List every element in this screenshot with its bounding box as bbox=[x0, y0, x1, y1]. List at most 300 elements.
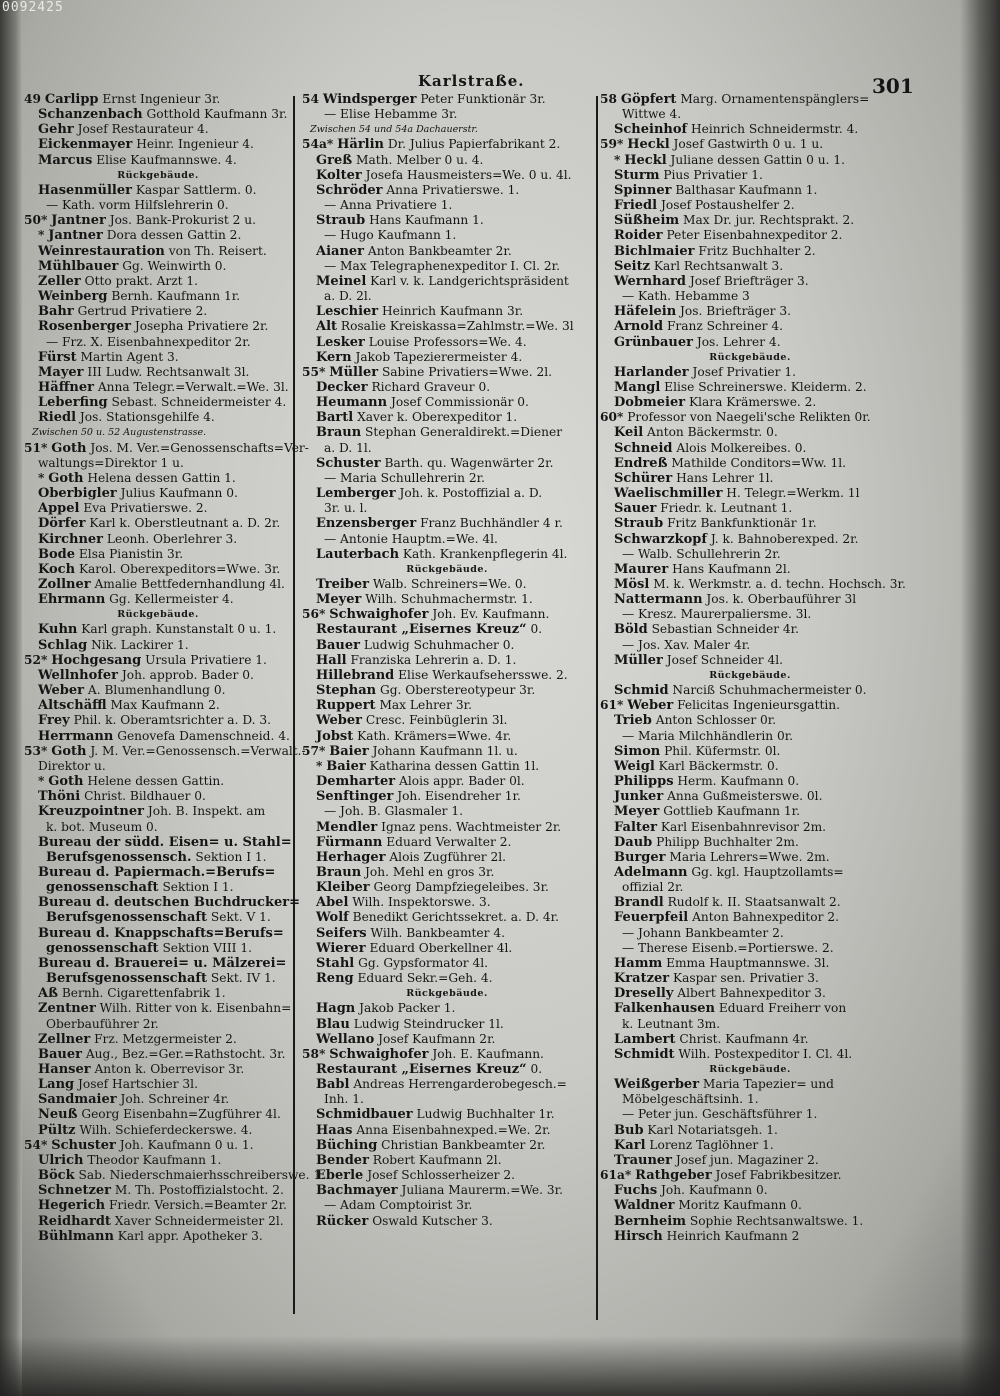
house-number: 57* bbox=[302, 743, 326, 758]
resident-details: Franziska Lehrerin a. D. 1. bbox=[350, 652, 517, 667]
directory-entry bbox=[24, 865, 292, 880]
resident-details: III Ludw. Rechtsanwalt 3l. bbox=[87, 364, 250, 379]
resident-name: Heckl bbox=[627, 137, 670, 153]
resident-details: — Kresz. Maurerpaliersme. 3l. bbox=[622, 607, 812, 622]
resident-details: Anton k. Oberrevisor 3r. bbox=[94, 1062, 245, 1076]
resident-details: Eduard Freiherr von bbox=[718, 1001, 847, 1016]
directory-entry bbox=[600, 501, 900, 516]
house-number: 61* bbox=[600, 698, 624, 713]
directory-entry bbox=[24, 850, 292, 865]
resident-name: Weber bbox=[38, 683, 85, 699]
resident-name: Dobmeier bbox=[614, 395, 686, 411]
resident-details: Fritz Buchhalter 2. bbox=[698, 243, 816, 258]
directory-entry bbox=[302, 592, 592, 607]
resident-name: Schmid bbox=[614, 683, 669, 699]
directory-entry bbox=[600, 168, 900, 183]
resident-details: Bernh. Kaufmann 1r. bbox=[111, 289, 241, 304]
directory-entry bbox=[600, 425, 900, 440]
resident-details: Helene dessen Gattin. bbox=[87, 774, 225, 789]
resident-details: Oswald Kutscher 3. bbox=[372, 1213, 493, 1228]
directory-entry bbox=[302, 274, 592, 289]
house-number: 51* bbox=[24, 440, 48, 455]
resident-details: Lorenz Taglöhner 1. bbox=[649, 1137, 774, 1152]
directory-entry bbox=[302, 425, 592, 440]
resident-details: Christ. Bildhauer 0. bbox=[84, 789, 206, 804]
resident-details: 3r. u. l. bbox=[324, 501, 368, 516]
resident-name: Grünbauer bbox=[614, 334, 693, 350]
resident-details: Jos. Briefträger 3. bbox=[680, 304, 792, 319]
resident-name: Eberle bbox=[316, 1168, 364, 1184]
directory-entry bbox=[302, 319, 592, 334]
directory-entry bbox=[24, 228, 292, 243]
resident-details: Kath. Krämers=Wwe. 4r. bbox=[357, 728, 512, 743]
directory-entry bbox=[600, 986, 900, 1001]
resident-details: Rudolf k. II. Staatsanwalt 2. bbox=[667, 895, 841, 910]
directory-entry bbox=[600, 1047, 900, 1062]
resident-details: Anton Schlosser 0r. bbox=[655, 713, 777, 728]
directory-entry bbox=[600, 774, 900, 789]
directory-entry bbox=[302, 729, 592, 744]
resident-name: Waelischmiller bbox=[614, 486, 723, 502]
directory-entry bbox=[302, 486, 592, 501]
resident-details: Philipp Buchhalter 2m. bbox=[656, 834, 799, 849]
resident-name: Schürer bbox=[614, 470, 673, 486]
resident-name: Seifers bbox=[316, 925, 367, 941]
house-number: * bbox=[38, 774, 45, 789]
resident-name: Simon bbox=[614, 743, 661, 759]
directory-entry bbox=[302, 759, 592, 774]
resident-details: offizial 2r. bbox=[622, 880, 684, 895]
resident-name: Sandmaier bbox=[38, 1092, 117, 1108]
house-number: 59* bbox=[600, 137, 624, 152]
resident-name: Bureau d. Brauerei= u. Mälzerei= bbox=[38, 955, 287, 971]
resident-name: Bender bbox=[316, 1152, 369, 1168]
resident-details: von Th. Reisert. bbox=[168, 243, 267, 258]
resident-name: Restaurant „Eisernes Kreuz“ bbox=[316, 1062, 527, 1077]
resident-details: Elise Schreinerswe. Kleiderm. 2. bbox=[664, 379, 867, 394]
directory-entry bbox=[24, 971, 292, 986]
resident-details: a. D. 2l. bbox=[324, 289, 372, 304]
house-number: 58* bbox=[302, 1046, 326, 1061]
directory-entry bbox=[24, 107, 292, 122]
resident-details: M. k. Werkmstr. a. d. techn. Hochsch. 3r. bbox=[653, 577, 906, 591]
resident-details: Jos. M. Ver.=Genossenschafts=Ver- bbox=[90, 440, 309, 455]
resident-name: genossenschaft bbox=[46, 880, 159, 896]
directory-entry bbox=[24, 1032, 292, 1047]
resident-details: Helena dessen Gattin 1. bbox=[87, 470, 236, 485]
directory-entry bbox=[600, 683, 900, 698]
resident-details: Joh. B. Inspekt. am bbox=[147, 804, 266, 819]
resident-name: Bureau der südd. Eisen= u. Stahl= bbox=[38, 834, 292, 850]
directory-entry bbox=[600, 1001, 900, 1016]
directory-entry bbox=[600, 744, 900, 759]
directory-entry bbox=[600, 547, 900, 562]
directory-entry bbox=[600, 804, 900, 819]
resident-details: — Kath. Hebamme 3 bbox=[622, 289, 750, 304]
cross-street-note: Zwischen 50 u. 52 Augustenstrasse. bbox=[32, 427, 207, 439]
resident-details: Sabine Privatiers=Wwe. 2l. bbox=[381, 364, 553, 379]
directory-entry bbox=[24, 395, 292, 410]
directory-entry bbox=[302, 350, 592, 365]
resident-details: Emma Hauptmannswe. 3l. bbox=[666, 955, 830, 970]
resident-details: Sektion VIII 1. bbox=[162, 940, 252, 955]
directory-entry bbox=[302, 668, 592, 683]
resident-details: Genovefa Damenschneid. 4. bbox=[117, 728, 290, 743]
directory-entry bbox=[302, 804, 592, 819]
house-number: 58 bbox=[600, 92, 617, 106]
scan-edge-left bbox=[0, 0, 22, 1396]
resident-name: Burger bbox=[614, 849, 666, 865]
resident-name: Wierer bbox=[316, 940, 366, 956]
resident-details: Frz. Metzgermeister 2. bbox=[94, 1031, 237, 1046]
directory-entry bbox=[24, 532, 292, 547]
column-divider bbox=[596, 96, 598, 1320]
directory-entry bbox=[302, 607, 592, 622]
resident-details: Maria Tapezier= und bbox=[702, 1077, 834, 1092]
resident-name: Schanzenbach bbox=[38, 107, 143, 123]
resident-name: Ehrmann bbox=[38, 592, 106, 608]
column-divider bbox=[293, 96, 295, 1314]
directory-entry bbox=[302, 441, 592, 456]
resident-details: Mathilde Conditors=Ww. 1l. bbox=[671, 455, 847, 470]
resident-name: Jobst bbox=[316, 728, 354, 744]
resident-details: Gertrud Privatiere 2. bbox=[77, 304, 208, 319]
resident-details: Josefa Hausmeisters=We. 0 u. 4l. bbox=[365, 167, 572, 182]
directory-entry bbox=[600, 92, 900, 107]
resident-details: Gg. Gypsformator 4l. bbox=[358, 955, 489, 970]
resident-name: Fuchs bbox=[614, 1183, 658, 1199]
directory-entry bbox=[24, 789, 292, 804]
directory-entry bbox=[600, 1138, 900, 1153]
resident-name: Kreuzpointner bbox=[38, 804, 144, 820]
resident-name: Süßheim bbox=[614, 213, 680, 229]
resident-details: a. D. 1l. bbox=[324, 440, 372, 455]
resident-name: Bartl bbox=[316, 410, 354, 426]
directory-entry bbox=[24, 1062, 292, 1077]
resident-name: Herrmann bbox=[38, 728, 114, 744]
resident-name: Hagn bbox=[316, 1001, 356, 1017]
directory-entry bbox=[600, 335, 900, 350]
resident-name: Neuß bbox=[38, 1107, 78, 1123]
resident-details: Sab. Niederschmaierhsschreiberswe. 1. bbox=[78, 1168, 326, 1183]
resident-name: Göpfert bbox=[620, 92, 677, 107]
resident-details: Josef Schneider 4l. bbox=[666, 652, 784, 667]
directory-entry bbox=[24, 1138, 292, 1153]
resident-details: J. k. Bahnoberexped. 2r. bbox=[710, 531, 859, 546]
directory-entry bbox=[600, 198, 900, 213]
resident-name: Ulrich bbox=[38, 1152, 84, 1168]
directory-entry bbox=[302, 213, 592, 228]
resident-details: Georg Dampfziegeleibes. 3r. bbox=[373, 880, 549, 895]
directory-entry bbox=[600, 607, 900, 622]
resident-name: Philipps bbox=[614, 774, 674, 790]
resident-details: — Antonie Hauptm.=We. 4l. bbox=[324, 531, 498, 546]
resident-name: Bachmayer bbox=[316, 1183, 398, 1199]
directory-entry bbox=[600, 471, 900, 486]
directory-entry bbox=[24, 880, 292, 895]
directory-entry bbox=[302, 1001, 592, 1016]
section-heading: Rückgebäude. bbox=[406, 563, 488, 575]
directory-entry bbox=[24, 471, 292, 486]
resident-name: Weigl bbox=[614, 758, 655, 774]
house-number: 49 bbox=[24, 92, 41, 106]
resident-name: Stephan bbox=[316, 683, 377, 699]
directory-entry bbox=[302, 532, 592, 547]
page-number: 301 bbox=[872, 74, 914, 98]
resident-name: Hanser bbox=[38, 1062, 91, 1077]
resident-details: Rosalie Kreiskassa=Zahlmstr.=We. 3l bbox=[340, 319, 574, 334]
resident-details: Nik. Lackirer 1. bbox=[91, 637, 189, 652]
directory-entry bbox=[302, 865, 592, 880]
resident-details: Ludwig Steindrucker 1l. bbox=[353, 1016, 504, 1031]
resident-details: Ignaz pens. Wachtmeister 2r. bbox=[381, 819, 562, 834]
resident-name: Fürst bbox=[38, 349, 77, 365]
resident-name: Abel bbox=[316, 895, 349, 911]
house-number: 53* bbox=[24, 743, 48, 758]
directory-entry bbox=[302, 1168, 592, 1183]
house-number: 55* bbox=[302, 364, 326, 379]
resident-name: Berufsgenossenschaft bbox=[46, 910, 208, 926]
resident-name: Bode bbox=[38, 546, 76, 562]
resident-details: Phil. Küfermstr. 0l. bbox=[664, 743, 781, 758]
resident-name: Falkenhausen bbox=[614, 1001, 715, 1017]
directory-entry bbox=[24, 198, 292, 213]
directory-entry bbox=[600, 516, 900, 531]
directory-entry bbox=[600, 228, 900, 243]
resident-details: Alois Molkereibes. 0. bbox=[676, 440, 807, 455]
directory-entry bbox=[302, 92, 592, 107]
resident-details: Karl Bäckermstr. 0. bbox=[658, 758, 779, 773]
resident-details: Jos. Lehrer 4. bbox=[696, 334, 781, 349]
directory-entry bbox=[24, 895, 300, 911]
directory-entry bbox=[302, 198, 592, 213]
resident-details: — Walb. Schullehrerin 2r. bbox=[622, 546, 781, 561]
resident-name: Jantner bbox=[51, 213, 106, 229]
resident-name: Heumann bbox=[316, 395, 388, 411]
directory-entry bbox=[24, 92, 292, 107]
directory-entry bbox=[302, 820, 592, 835]
section-heading: Rückgebäude. bbox=[709, 351, 791, 363]
resident-name: Zollner bbox=[38, 577, 91, 592]
resident-name: Schlag bbox=[38, 637, 88, 653]
resident-name: Dörfer bbox=[38, 516, 86, 532]
directory-entry bbox=[302, 577, 592, 592]
resident-name: Seitz bbox=[614, 258, 650, 274]
directory-entry bbox=[302, 380, 592, 395]
resident-details: — Adam Comptoirist 3r. bbox=[324, 1198, 473, 1213]
resident-name: Lesker bbox=[316, 334, 365, 350]
resident-name: Braun bbox=[316, 864, 362, 880]
resident-details: Peter Funktionär 3r. bbox=[420, 92, 546, 106]
resident-name: Eickenmayer bbox=[38, 137, 133, 153]
scan-edge-right bbox=[960, 0, 1000, 1396]
directory-entry bbox=[600, 622, 900, 637]
directory-entry bbox=[600, 456, 900, 471]
resident-name: Weinrestauration bbox=[38, 243, 165, 259]
directory-entry bbox=[600, 1123, 900, 1138]
resident-name: Härlin bbox=[337, 137, 384, 153]
resident-details: Josepha Privatiere 2r. bbox=[134, 319, 269, 334]
resident-name: Haas bbox=[316, 1122, 353, 1138]
resident-details: k. bot. Museum 0. bbox=[46, 819, 158, 834]
resident-details: Karl Notariatsgeh. 1. bbox=[647, 1122, 778, 1137]
resident-details: — Therese Eisenb.=Portierswe. 2. bbox=[622, 940, 834, 955]
resident-details: Klara Krämerswe. 2. bbox=[689, 395, 817, 410]
directory-entry bbox=[24, 486, 292, 501]
directory-entry bbox=[302, 153, 592, 168]
resident-details: Bernh. Cigarettenfabrik 1. bbox=[61, 986, 226, 1001]
directory-entry bbox=[302, 547, 592, 562]
resident-name: Mühlbauer bbox=[38, 258, 119, 274]
resident-details: Anna Eisenbahnexped.=We. 2r. bbox=[356, 1122, 551, 1137]
resident-name: Weber bbox=[316, 713, 363, 729]
resident-details: Karl appr. Apotheker 3. bbox=[117, 1228, 263, 1243]
resident-details: Gg. Weinwirth 0. bbox=[122, 258, 227, 273]
resident-name: Baier bbox=[329, 743, 369, 759]
directory-entry bbox=[24, 259, 292, 274]
directory-entry bbox=[600, 729, 900, 744]
directory-entry bbox=[302, 516, 592, 531]
resident-details: Kaspar sen. Privatier 3. bbox=[672, 971, 819, 986]
column-middle bbox=[302, 92, 592, 1229]
resident-details: — Frz. X. Eisenbahnexpeditor 2r. bbox=[46, 334, 251, 349]
resident-name: Sauer bbox=[614, 501, 657, 517]
resident-details: Balthasar Kaufmann 1. bbox=[675, 182, 818, 197]
resident-details: Friedr. Versich.=Beamter 2r. bbox=[108, 1198, 287, 1213]
resident-name: Mayer bbox=[38, 364, 84, 380]
resident-details: Karl k. Oberstleutnant a. D. 2r. bbox=[89, 516, 281, 531]
directory-entry bbox=[600, 1092, 900, 1107]
resident-name: Zentner bbox=[38, 1001, 96, 1017]
resident-name: Aß bbox=[38, 986, 58, 1002]
resident-name: Meinel bbox=[316, 273, 367, 289]
resident-name: Braun bbox=[316, 425, 362, 441]
resident-details: Xaver Schneidermeister 2l. bbox=[114, 1213, 284, 1228]
resident-details: Gg. Kellermeister 4. bbox=[109, 592, 234, 607]
resident-details: Johann Kaufmann 1l. u. bbox=[372, 743, 518, 758]
directory-entry bbox=[600, 380, 900, 395]
resident-name: Bureau d. Knappschafts=Berufs= bbox=[38, 925, 284, 941]
resident-details: Gg. kgl. Hauptzollamts= bbox=[691, 864, 844, 879]
resident-details: Josef Fabrikbesitzer. bbox=[715, 1168, 842, 1183]
resident-name: Zellner bbox=[38, 1031, 91, 1047]
directory-entry bbox=[302, 774, 592, 789]
directory-entry bbox=[24, 335, 292, 350]
resident-name: Restaurant „Eisernes Kreuz“ bbox=[316, 622, 527, 638]
resident-name: Leschier bbox=[316, 304, 379, 320]
resident-details: waltungs=Direktor 1 u. bbox=[38, 455, 184, 470]
resident-name: Schuster bbox=[51, 1137, 116, 1153]
directory-entry bbox=[302, 1062, 592, 1077]
resident-details: Sophie Rechtsanwaltswe. 1. bbox=[689, 1213, 864, 1228]
resident-name: Lambert bbox=[614, 1031, 676, 1047]
directory-entry bbox=[600, 1032, 900, 1047]
resident-details: Georg Eisenbahn=Zugführer 4l. bbox=[81, 1107, 281, 1122]
resident-name: Schwarzkopf bbox=[614, 531, 707, 547]
directory-entry bbox=[24, 274, 292, 289]
directory-entry bbox=[600, 441, 900, 456]
directory-entry bbox=[302, 713, 592, 728]
house-number: 54* bbox=[24, 1137, 48, 1152]
directory-entry bbox=[24, 562, 292, 577]
resident-name: Stahl bbox=[316, 955, 355, 971]
resident-name: Weinberg bbox=[38, 289, 108, 305]
resident-name: Riedl bbox=[38, 410, 77, 426]
directory-entry bbox=[302, 850, 592, 865]
resident-details: Heinrich Kaufmann 2 bbox=[666, 1228, 800, 1243]
resident-details: Sekt. IV 1. bbox=[210, 971, 276, 986]
directory-entry bbox=[600, 486, 900, 501]
resident-name: Thöni bbox=[38, 789, 81, 805]
directory-entry bbox=[24, 516, 292, 531]
directory-entry bbox=[302, 941, 592, 956]
resident-details: Franz Buchhändler 4 r. bbox=[420, 516, 563, 531]
resident-details: Heinrich Schneidermstr. 4. bbox=[691, 122, 859, 137]
directory-entry bbox=[600, 137, 900, 152]
house-number: * bbox=[38, 228, 45, 243]
resident-details: Math. Melber 0 u. 4. bbox=[355, 152, 484, 167]
resident-details: Josef Gastwirth 0 u. 1 u. bbox=[673, 137, 824, 152]
resident-details: Dora dessen Gattin 2. bbox=[106, 228, 242, 243]
resident-name: Marcus bbox=[38, 152, 93, 168]
resident-details: Walb. Schreiners=We. 0. bbox=[372, 577, 527, 591]
directory-entry bbox=[302, 744, 592, 759]
directory-entry bbox=[302, 335, 592, 350]
resident-details: Jakob Tapezierermeister 4. bbox=[355, 349, 523, 364]
directory-entry bbox=[24, 1123, 292, 1138]
resident-name: Ruppert bbox=[316, 698, 376, 714]
directory-entry bbox=[600, 895, 900, 910]
resident-name: Schuster bbox=[316, 455, 381, 471]
resident-name: Goth bbox=[51, 743, 87, 759]
resident-details: — Maria Milchhändlerin 0r. bbox=[622, 728, 794, 743]
directory-entry bbox=[24, 1001, 292, 1016]
directory-entry bbox=[24, 729, 292, 744]
directory-entry bbox=[600, 638, 900, 653]
resident-name: Spinner bbox=[614, 182, 672, 198]
resident-name: Leberfing bbox=[38, 395, 108, 411]
resident-details: Wilh. Ritter von k. Eisenbahn= bbox=[99, 1001, 292, 1016]
resident-details: Karl Rechtsanwalt 3. bbox=[653, 258, 784, 273]
resident-details: Jos. Bank-Prokurist 2 u. bbox=[109, 213, 256, 228]
resident-name: Greß bbox=[316, 152, 353, 168]
resident-details: Gotthold Kaufmann 3r. bbox=[146, 107, 288, 122]
resident-name: Windsperger bbox=[322, 92, 417, 107]
resident-details: — Elise Hebamme 3r. bbox=[324, 107, 458, 122]
resident-name: Sturm bbox=[614, 167, 660, 183]
resident-name: Goth bbox=[48, 470, 84, 486]
directory-entry bbox=[600, 941, 900, 956]
resident-name: Hochgesang bbox=[51, 652, 142, 668]
resident-name: Aianer bbox=[316, 243, 365, 259]
resident-details: Anton Bäckermstr. 0. bbox=[647, 425, 778, 440]
resident-details: Jakob Packer 1. bbox=[359, 1001, 456, 1016]
directory-entry bbox=[600, 319, 900, 334]
directory-entry bbox=[24, 1214, 292, 1229]
resident-name: Lauterbach bbox=[316, 546, 400, 562]
directory-entry bbox=[24, 1183, 292, 1198]
resident-details: — Hugo Kaufmann 1. bbox=[324, 228, 457, 243]
resident-details: Joh. E. Kaufmann. bbox=[432, 1046, 544, 1061]
resident-name: Hegerich bbox=[38, 1198, 106, 1214]
resident-name: Bureau d. deutschen Buchdrucker= bbox=[38, 895, 300, 911]
directory-entry bbox=[302, 1153, 592, 1168]
resident-name: Demharter bbox=[316, 774, 396, 790]
resident-name: Böck bbox=[38, 1168, 75, 1184]
resident-details: Narciß Schuhmachermeister 0. bbox=[672, 683, 867, 698]
resident-name: Blau bbox=[316, 1016, 350, 1032]
resident-name: Häffner bbox=[38, 379, 94, 395]
